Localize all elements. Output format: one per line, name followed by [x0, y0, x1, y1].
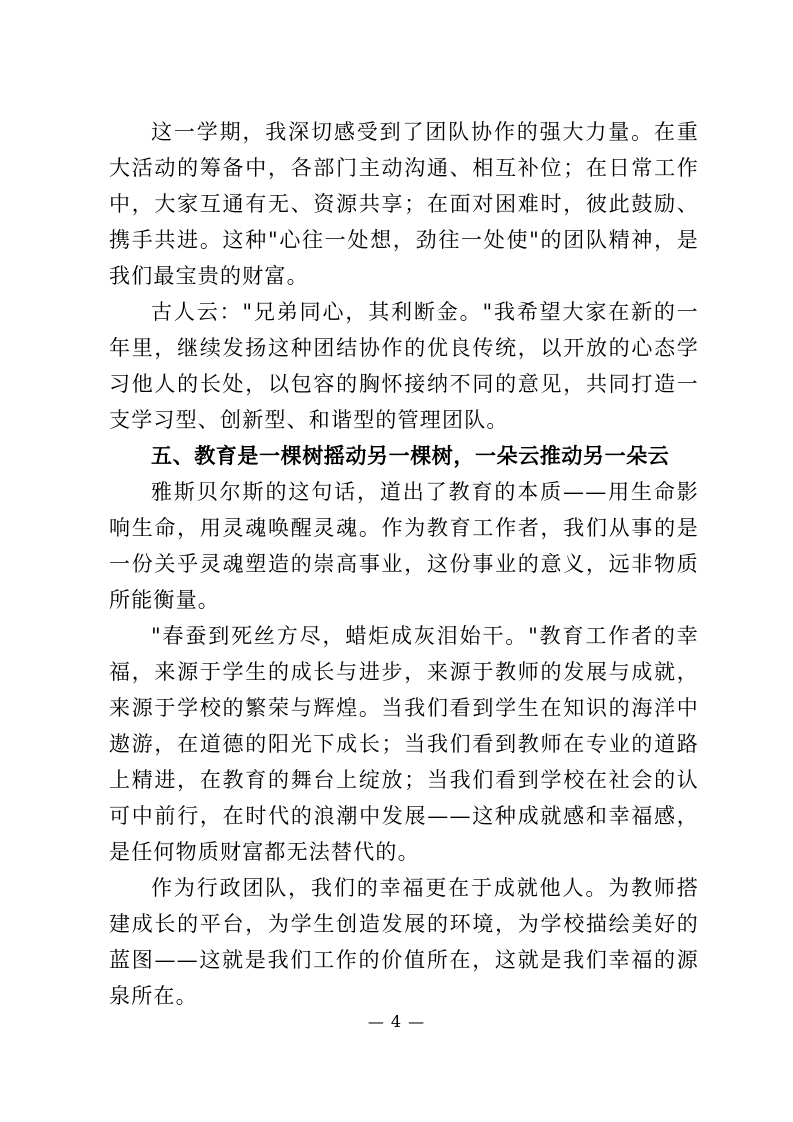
paragraph-educator-happiness: "春蚕到死丝方尽，蜡炬成灰泪始干。"教育工作者的幸福，来源于学生的成长与进步，来源于教师的发展与成就，来源于学校的繁荣与辉煌。当我们看到学生在知识的海洋中遨游，在道德的阳光下成长；当我们看到教师在专业的道路上精进，在教育的舞台上绽放；当我们看到学校在社会的认可中前行，在时代的浪潮中发展——这种成就感和幸福感，是任何物质财富都无法替代的。 [109, 624, 699, 864]
paragraph-education-essence: 雅斯贝尔斯的这句话，道出了教育的本质——用生命影响生命，用灵魂唤醒灵魂。作为教育工作者，我们从事的是一份关乎灵魂塑造的崇高事业，这份事业的意义，远非物质所能衡量。 [109, 480, 699, 612]
section-heading-5: 五、教育是一棵树摇动另一棵树，一朵云推动另一朵云 [151, 444, 670, 468]
paragraph-unity-quote: 古人云："兄弟同心，其利断金。"我希望大家在新的一年里，继续发扬这种团结协作的优良传统，以开放的心态学习他人的长处，以包容的胸怀接纳不同的意见，共同打造一支学习型、创新型、和谐型的管理团队。 [109, 300, 699, 432]
paragraph-teamwork: 这一学期，我深切感受到了团队协作的强大力量。在重大活动的筹备中，各部门主动沟通、相互补位；在日常工作中，大家互通有无、资源共享；在面对困难时，彼此鼓励、携手共进。这种"心往一处想，劲往一处使"的团队精神，是我们最宝贵的财富。 [109, 120, 699, 288]
paragraph-admin-team: 作为行政团队，我们的幸福更在于成就他人。为教师搭建成长的平台，为学生创造发展的环境，为学校描绘美好的蓝图——这就是我们工作的价值所在，这就是我们幸福的源泉所在。 [109, 876, 699, 1008]
document-body [109, 114, 699, 1014]
page-number: — 4 — [367, 1012, 426, 1031]
